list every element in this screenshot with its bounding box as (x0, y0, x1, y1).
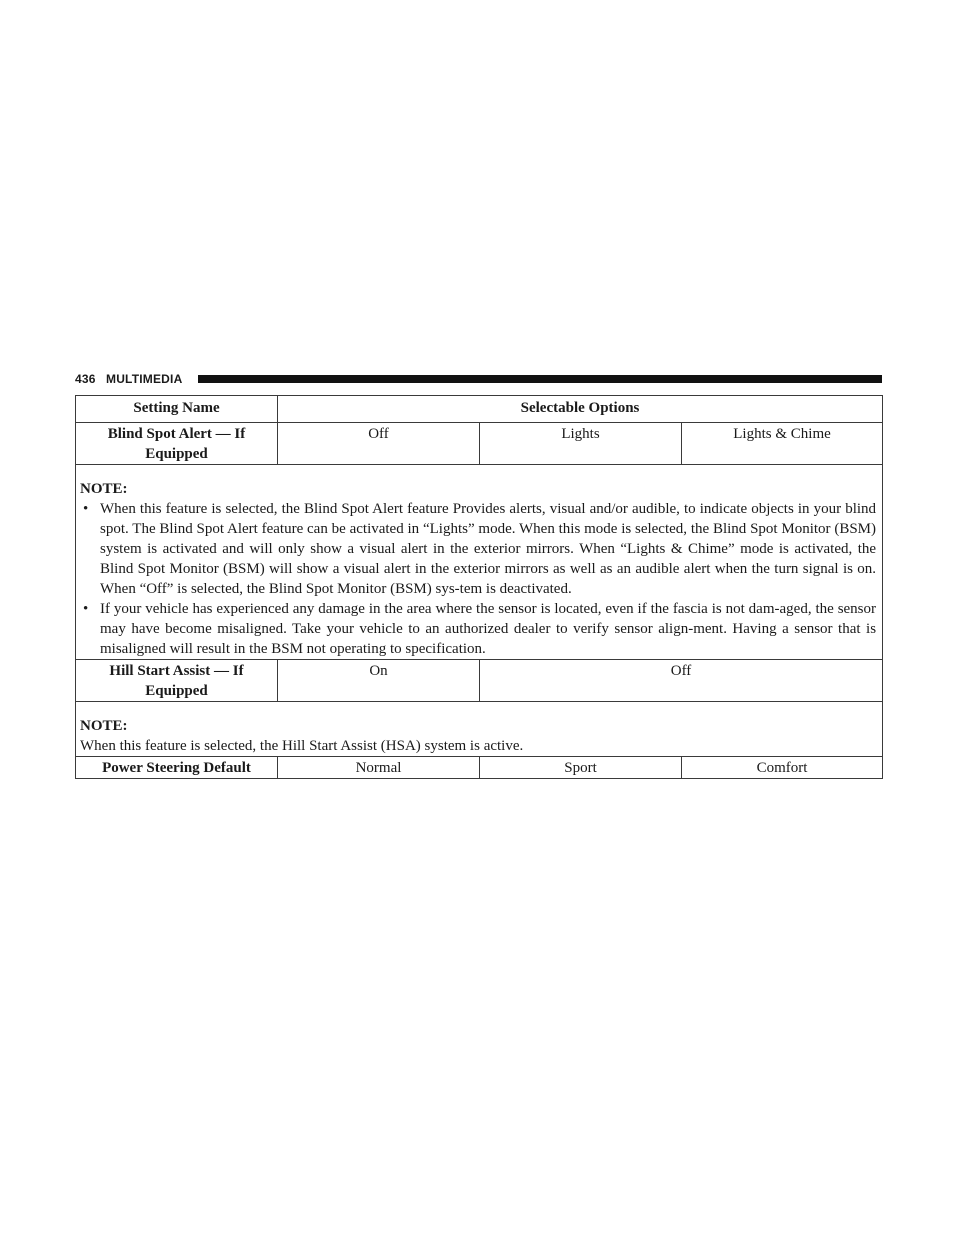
option-normal: Normal (278, 757, 480, 779)
setting-name-line: Equipped (145, 683, 208, 699)
note-bullet-text: When this feature is selected, the Blind Spot Alert feature Provides alerts, visual and/or audible, to indicate objects in your blind spot. The Blind Spot Alert feature can be activated in “Lights” mode. When this mode is selected, the Blind Spot Monitor (BSM) system is activated and will only show a visual alert in the exterior mirrors. When “Lights & Chime” mode is activated, the Blind Spot Monitor (BSM) will show a visual alert in the exterior mirrors as well as an audible alert when the turn signal is on. When “Off” is selected, the Blind Spot Monitor (BSM) sys-tem is deactivated. (100, 501, 877, 597)
note-bullet-text: If your vehicle has experienced any damage in the area where the sensor is located, even if the fascia is not dam-aged, the sensor may have become misaligned. Take your vehicle to an authorized dealer to verify sensor align-ment. Having a sensor that is misaligned will result in the BSM not operating to specification. (100, 601, 877, 657)
column-header-setting-name: Setting Name (76, 396, 278, 423)
option-off: Off (480, 660, 883, 702)
bullet-icon: • (83, 601, 89, 617)
setting-name-line: Equipped (145, 446, 208, 462)
note-bullet-item (80, 599, 876, 659)
note-text: When this feature is selected, the Hill Start Assist (HSA) system is active. (80, 738, 524, 754)
note-bullet-list (80, 499, 876, 659)
bullet-icon: • (83, 501, 89, 517)
option-comfort: Comfort (682, 757, 883, 779)
option-off: Off (278, 423, 480, 465)
note-bullet-item (80, 499, 876, 599)
note-label: NOTE: (80, 718, 128, 734)
note-hill-start-assist (76, 702, 883, 757)
option-on: On (278, 660, 480, 702)
option-sport: Sport (480, 757, 682, 779)
setting-name-hill-start-assist (76, 660, 278, 702)
table-row-power-steering-default (76, 757, 883, 779)
option-lights: Lights (480, 423, 682, 465)
note-label: NOTE: (80, 481, 128, 497)
note-blind-spot-alert (76, 465, 883, 660)
setting-name-line: Hill Start Assist — If (109, 663, 244, 679)
page-number: 436 (75, 372, 96, 386)
settings-table (75, 395, 883, 779)
table-row-hill-start-assist (76, 660, 883, 702)
setting-name-blind-spot-alert (76, 423, 278, 465)
header-rule (198, 375, 882, 383)
table-header-row (76, 396, 883, 423)
column-header-selectable-options: Selectable Options (278, 396, 883, 423)
setting-name-line: Blind Spot Alert — If (107, 426, 246, 442)
option-lights-and-chime: Lights & Chime (682, 423, 883, 465)
section-title: MULTIMEDIA (106, 372, 183, 386)
setting-name-power-steering-default: Power Steering Default (76, 757, 278, 779)
page-header (75, 372, 882, 386)
table-row-hill-start-note (76, 702, 883, 757)
table-row-blind-spot-alert (76, 423, 883, 465)
table-row-blind-spot-note (76, 465, 883, 660)
